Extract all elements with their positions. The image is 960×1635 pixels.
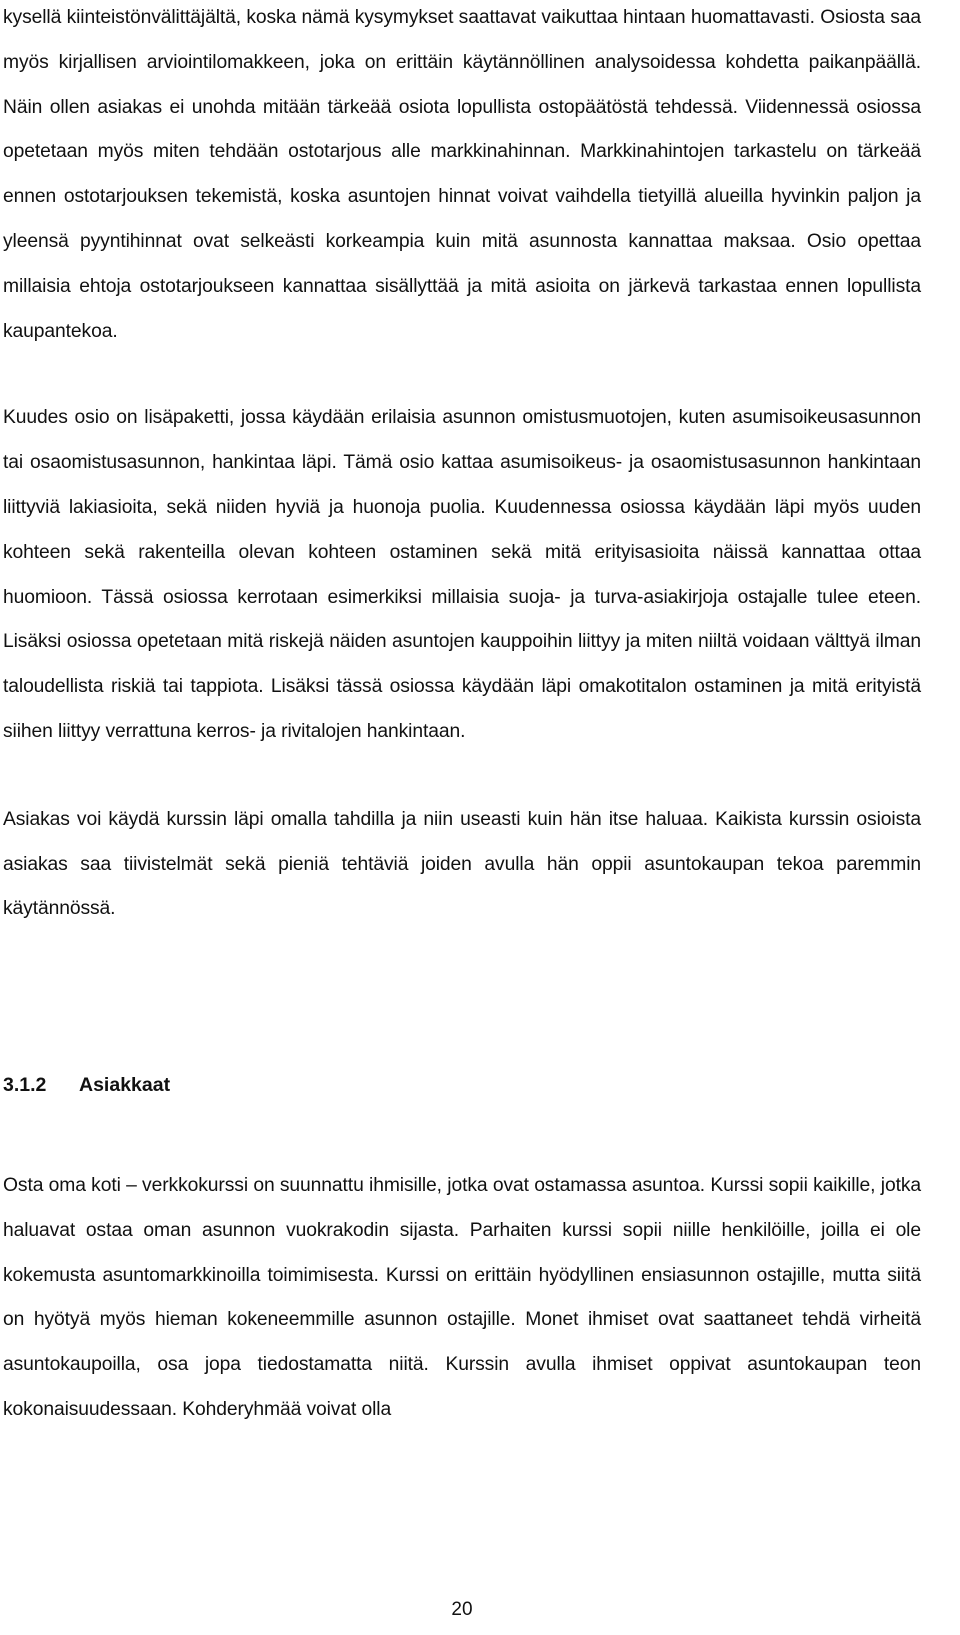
body-paragraph: kysellä kiinteistönvälittäjältä, koska nämä kysymykset saattavat vaikuttaa hintaan huomattavasti. Osiosta saa myös kirjallisen arviointilomakkeen, joka on erittäin käytännöllinen analysoidessa kohdetta paikanpäällä. Näin ollen asiakas ei unohda mitään tärkeää osiota lopullista ostopäätöstä tehdessä. Viidennessä osiossa opetetaan myös miten tehdään ostotarjous alle markkinahinnan. Markkinahintojen tarkastelu on tärkeää ennen ostotarjouksen tekemistä, koska asuntojen hinnat voivat vaihdella tietyillä alueilla hyvinkin paljon ja yleensä pyyntihinnat ovat selkeästi korkeampia kuin mitä asunnosta kannattaa maksaa. Osio opettaa millaisia ehtoja ostotarjoukseen kannattaa sisällyttää ja mitä asioita on järkevä tarkastaa ennen lopullista kaupantekoa. [3, 7, 921, 342]
section-title: Asiakkaat [79, 1074, 171, 1096]
section-paragraph: Osta oma koti – verkkokurssi on suunnattu ihmisille, jotka ovat ostamassa asuntoa. Kurssi sopii kaikille, jotka haluavat ostaa oman asunnon vuokrakodin sijasta. Parhaiten kurssi sopii niille henkilöille, joilla ei ole kokemusta asuntomarkkinoilla toimimisesta. Kurssi on erittäin hyödyllinen ensiasunnon ostajille, mutta siitä on hyötyä myös hieman kokeneemmille asunnon ostajille. Monet ihmiset ovat saattaneet tehdä virheitä asuntokaupoilla, osa jopa tiedostamatta niitä. Kurssin avulla ihmiset oppivat asuntokaupan teon kokonaisuudessaan. Kohderyhmää voivat olla [3, 1175, 921, 1420]
body-paragraph: Kuudes osio on lisäpaketti, jossa käydään erilaisia asunnon omistusmuotojen, kuten asumisoikeusasunnon tai osaomistusasunnon, hankintaa läpi. Tämä osio kattaa asumisoikeus- ja osaomistusasunnon hankintaan liittyviä lakiasioita, sekä niiden hyviä ja huonoja puolia. Kuudennessa osiossa käydään läpi myös uuden kohteen sekä rakenteilla olevan kohteen ostaminen sekä mitä erityisasioita näissä kannattaa ottaa huomioon. Tässä osiossa kerrotaan esimerkiksi millaisia suoja- ja turva-asiakirjoja ostajalle tulee eteen. Lisäksi osiossa opetetaan mitä riskejä näiden asuntojen kauppoihin liittyy ja miten niiltä voidaan välttyä ilman taloudellista riskiä tai tappiota. Lisäksi tässä osiossa käydään läpi omakotitalon ostaminen ja mitä erityistä siihen liittyy verrattuna kerros- ja rivitalojen hankintaan. [3, 407, 921, 742]
section-heading [3, 1072, 170, 1098]
body-paragraph: Asiakas voi käydä kurssin läpi omalla tahdilla ja niin useasti kuin hän itse haluaa. Kaikista kurssin osioista asiakas saa tiivistelmät sekä pieniä tehtäviä joiden avulla hän oppii asuntokaupan tekoa paremmin käytännössä. [3, 808, 921, 920]
page-number: 20 [451, 1599, 473, 1620]
document-body [3, 0, 921, 932]
section-number: 3.1.2 [3, 1074, 47, 1096]
